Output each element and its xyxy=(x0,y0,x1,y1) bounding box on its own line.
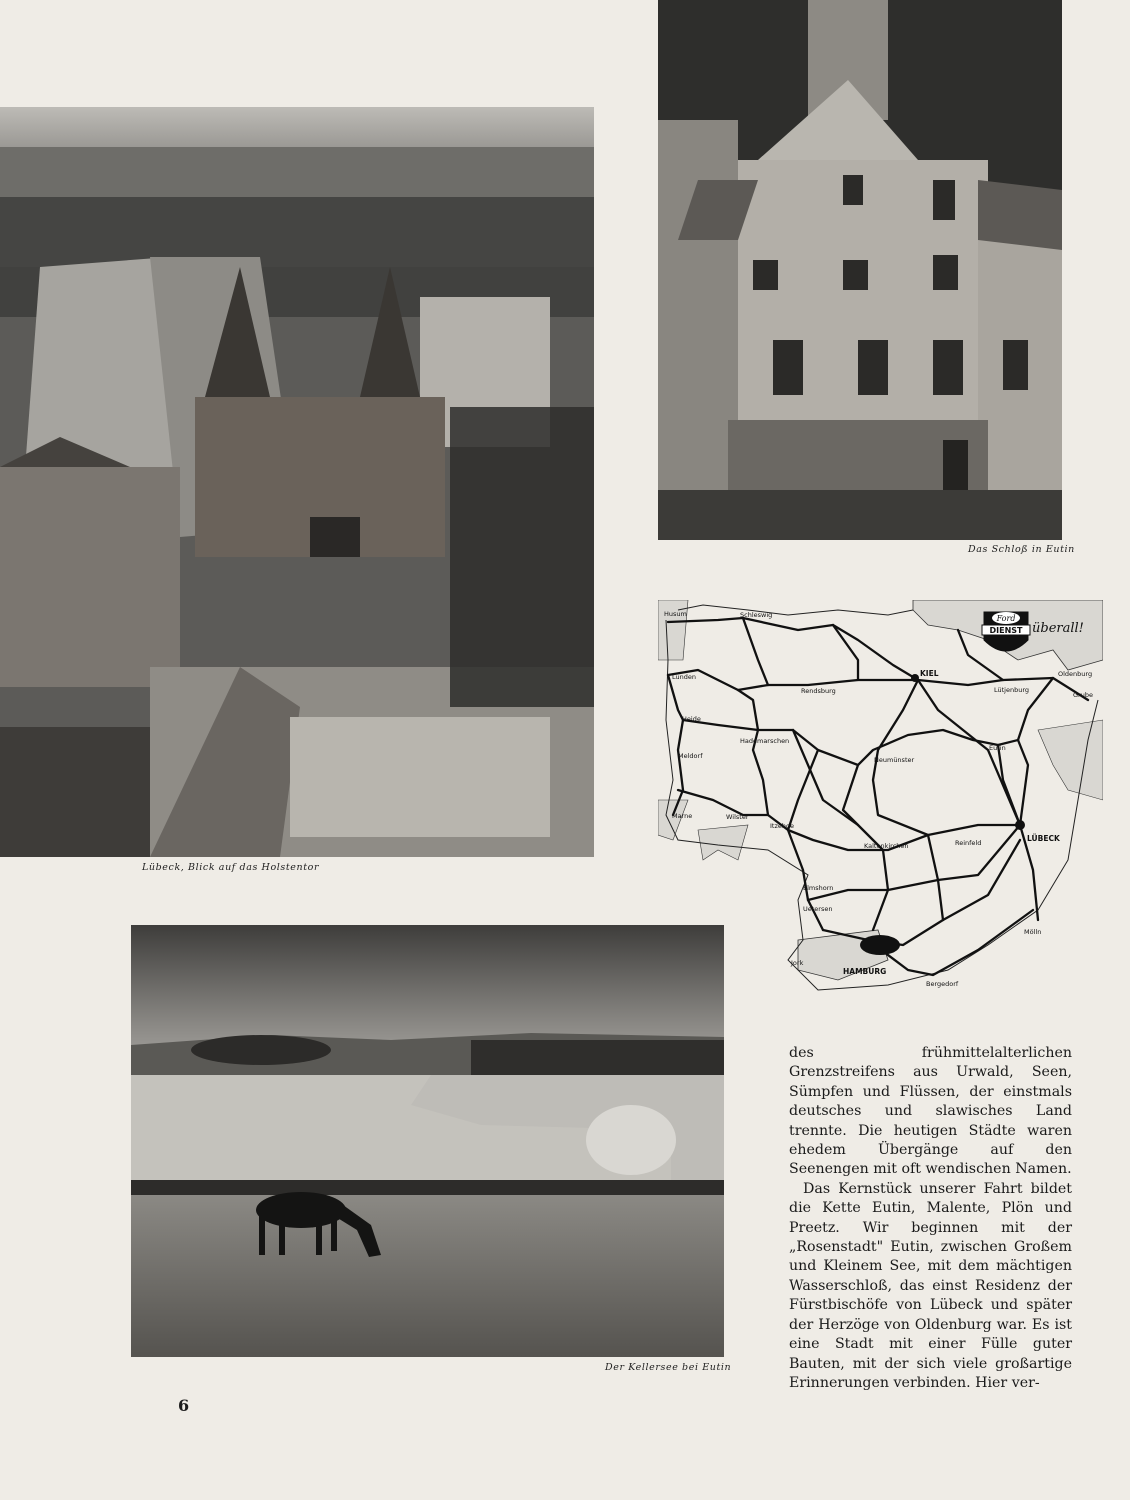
article-text xyxy=(789,1044,1072,1393)
label-heide: Heide xyxy=(682,715,701,723)
caption-holstentor: Lübeck, Blick auf das Holstentor xyxy=(142,862,320,873)
label-schleswig: Schleswig xyxy=(740,611,773,619)
label-bergedorf: Bergedorf xyxy=(926,980,959,988)
label-luebeck: LÜBECK xyxy=(1027,834,1060,843)
label-hademarschen: Hademarschen xyxy=(740,737,790,745)
page-number: 6 xyxy=(178,1396,190,1415)
slogan-ueberall: überall! xyxy=(1032,621,1084,636)
label-hamburg: HAMBURG xyxy=(843,967,887,976)
caption-kellersee: Der Kellersee bei Eutin xyxy=(605,1362,732,1373)
photo-schloss-eutin xyxy=(658,0,1062,540)
label-rendsburg: Rendsburg xyxy=(801,687,836,695)
photo-kellersee xyxy=(131,925,724,1357)
paragraph-1: des frühmittelalterlichen Grenzstreifens aus Urwald, Seen, Sümpfen und Flüssen, der einstmals deutsches und slawisches Land trennte. Die heutigen Städte waren ehedem Übergänge auf den Seenengen mit oft wendischen Namen. xyxy=(789,1045,1072,1178)
label-kiel: KIEL xyxy=(920,669,939,678)
label-marne: Marne xyxy=(672,812,693,820)
label-grube: Grube xyxy=(1073,691,1093,699)
photo-holstentor xyxy=(0,107,594,857)
paragraph-2: Das Kernstück unserer Fahrt bildet die Kette Eutin, Malente, Plön und Preetz. Wir beginnen mit der „Rosenstadt" Eutin, zwischen Großem und Kleinem See, mit dem mächtigen Wasserschloß, das einst Residenz der Fürstbischöfe von Lübeck und später der Herzöge von Oldenburg war. Es ist eine Stadt mit einer Fülle guter Bauten, mit der sich viele großartige Erinnerungen verbinden. Hier ver- xyxy=(789,1180,1072,1391)
caption-schloss-eutin: Das Schloß in Eutin xyxy=(968,544,1075,555)
label-elmshorn: Elmshorn xyxy=(803,884,834,892)
label-husum: Husum xyxy=(664,610,687,618)
label-meldorf: Meldorf xyxy=(678,752,703,760)
label-eutin: Eutin xyxy=(989,744,1006,752)
label-kaltenkirchen: Kaltenkirchen xyxy=(864,842,909,850)
label-itzehoe: Itzehoe xyxy=(770,822,794,830)
label-uetersen: Uetersen xyxy=(803,905,833,913)
ford-logo-text: Ford xyxy=(996,614,1016,623)
label-reinfeld: Reinfeld xyxy=(955,839,982,847)
dienst-label: DIENST xyxy=(989,626,1023,635)
label-wilster: Wilster xyxy=(726,813,749,821)
label-moelln: Mölln xyxy=(1024,928,1042,936)
label-luetjenburg: Lütjenburg xyxy=(994,686,1030,694)
label-lunden: Lunden xyxy=(672,673,696,681)
label-jork: Jork xyxy=(791,959,804,967)
label-oldenburg: Oldenburg xyxy=(1058,670,1093,678)
label-neumuenster: Neumünster xyxy=(874,756,915,764)
road-map-schleswig-holstein xyxy=(658,600,1103,1000)
